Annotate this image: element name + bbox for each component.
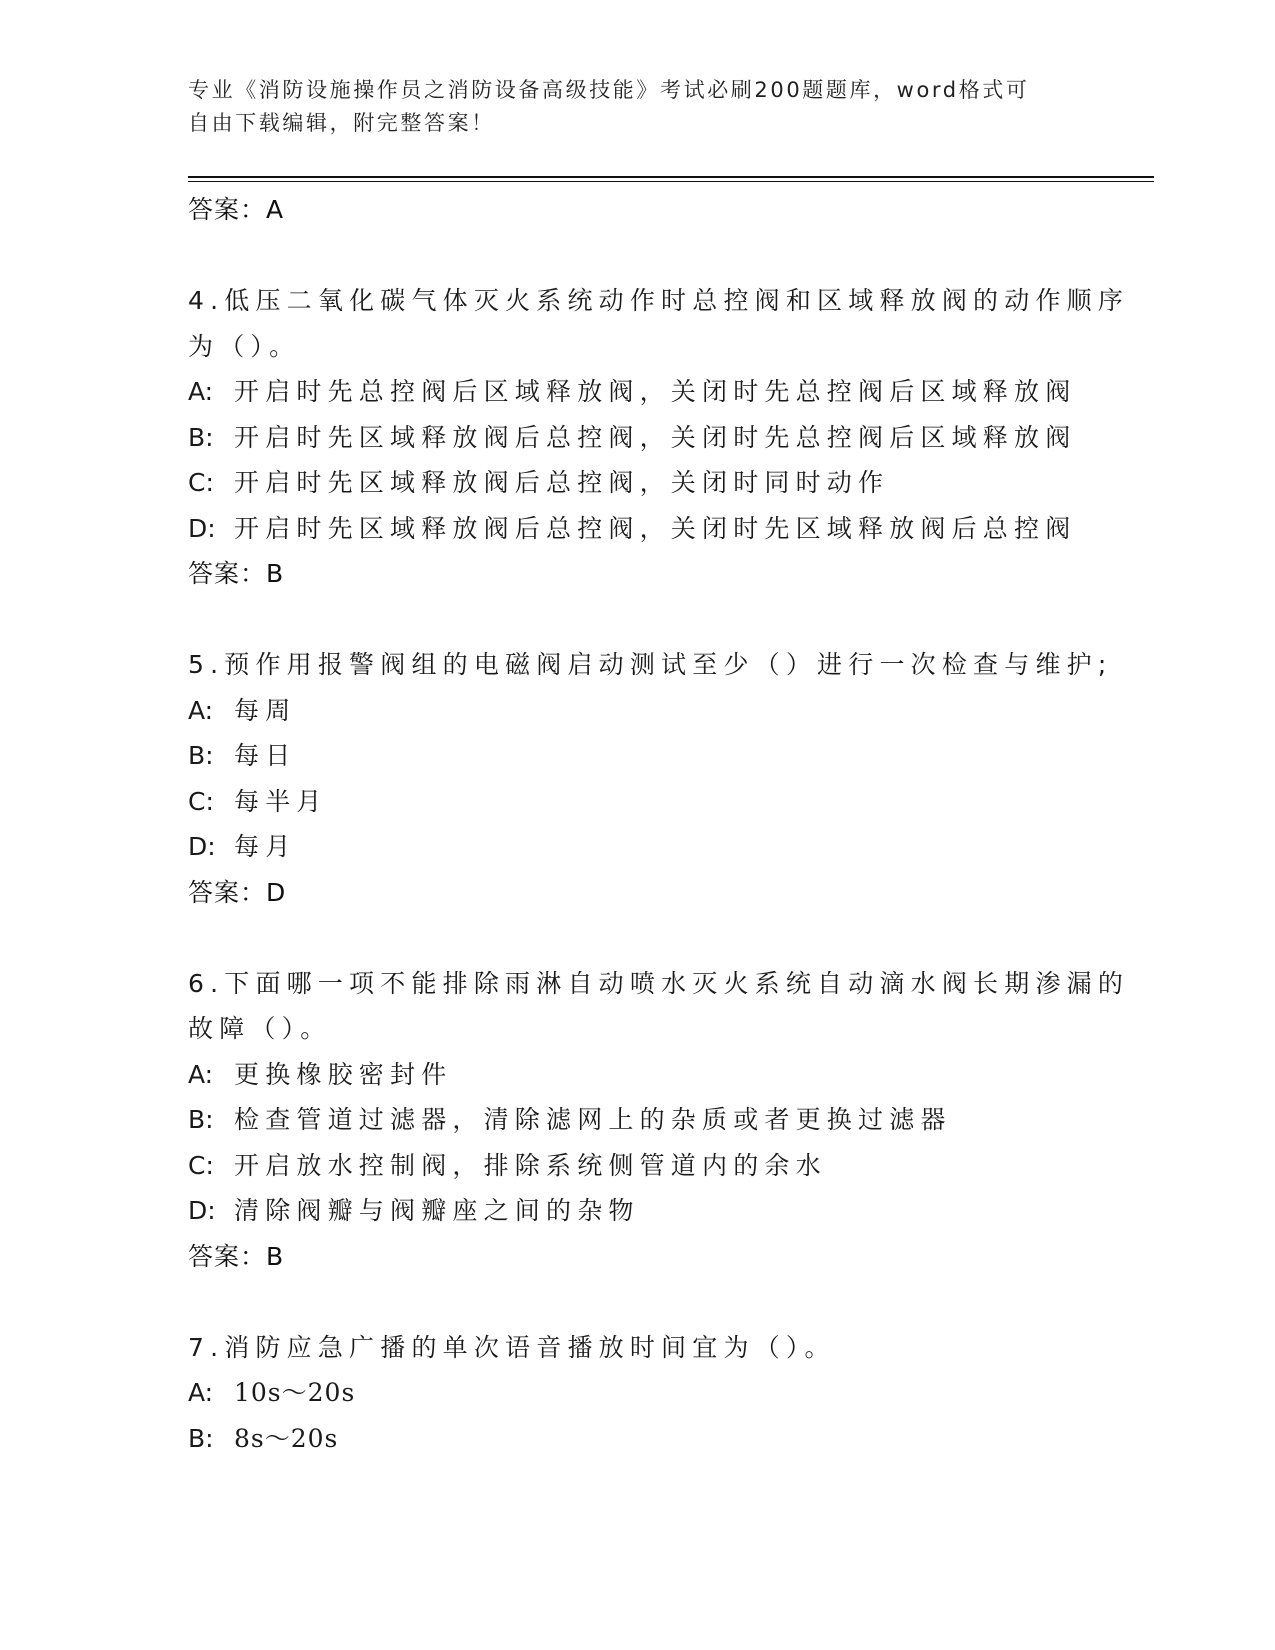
option-text: 开启时先总控阀后区域释放阀，关闭时先总控阀后区域释放阀 [234, 377, 1077, 406]
answer-line: 答案：A [188, 195, 285, 224]
header-divider-thick [188, 176, 1154, 178]
option-text: 每日 [234, 741, 297, 770]
option-key: D: [188, 513, 216, 543]
option-text: 每半月 [234, 786, 328, 816]
option-b [188, 733, 1154, 779]
question-text: 5.预作用报警阀组的电磁阀启动测试至少（）进行一次检查与维护; [188, 650, 1113, 679]
header-line-2: 自由下载编辑，附完整答案！ [188, 111, 495, 135]
option-d [188, 1188, 1154, 1234]
answer-line: 答案：D [188, 877, 287, 907]
option-key: B: [188, 422, 214, 452]
option-c [188, 1143, 1154, 1189]
option-text: 更换橡胶密封件 [234, 1059, 453, 1089]
document-header [188, 74, 1088, 140]
option-key: A: [188, 695, 214, 725]
question-6 [188, 961, 1154, 1280]
option-a [188, 1052, 1154, 1098]
spacer [188, 1280, 1154, 1325]
option-key: A: [188, 377, 214, 406]
option-text: 每周 [234, 695, 297, 725]
option-text: 开启时先区域释放阀后总控阀，关闭时先总控阀后区域释放阀 [234, 422, 1077, 452]
option-b [188, 1416, 1154, 1462]
option-key: D: [188, 1196, 216, 1225]
question-7 [188, 1325, 1154, 1462]
option-text: 开启时先区域释放阀后总控阀，关闭时同时动作 [234, 468, 890, 497]
option-a [188, 369, 1154, 415]
spacer [188, 597, 1154, 642]
question-5 [188, 642, 1154, 916]
question-text: 6.下面哪一项不能排除雨淋自动喷水灭火系统自动滴水阀长期渗漏的 [188, 968, 1130, 998]
answer-line: 答案：B [188, 1241, 285, 1271]
option-key: C: [188, 786, 214, 816]
option-text: 检查管道过滤器，清除滤网上的杂质或者更换过滤器 [234, 1105, 952, 1134]
option-text: 每月 [234, 832, 297, 861]
question-text: 为（）。 [188, 331, 301, 361]
question-text: 7.消防应急广播的单次语音播放时间宜为（）。 [188, 1332, 836, 1362]
option-d [188, 824, 1154, 870]
header-line-1: 专业《消防设施操作员之消防设备高级技能》考试必刷200题题库，word格式可 [188, 78, 1030, 102]
question-4 [188, 278, 1154, 597]
option-d [188, 506, 1154, 552]
option-a [188, 688, 1154, 734]
option-text: 8s～20s [234, 1423, 339, 1453]
document-body [188, 187, 1154, 1461]
spacer [188, 916, 1154, 961]
option-b [188, 415, 1154, 461]
header-divider-thin [188, 181, 1154, 182]
option-key: A: [188, 1059, 214, 1089]
option-key: B: [188, 1105, 214, 1134]
option-text: 清除阀瓣与阀瓣座之间的杂物 [234, 1196, 640, 1225]
option-key: C: [188, 468, 214, 497]
option-key: C: [188, 1150, 214, 1180]
answer-line: 答案：B [188, 559, 285, 588]
question-text: 4.低压二氧化碳气体灭火系统动作时总控阀和区域释放阀的动作顺序 [188, 286, 1130, 315]
option-b [188, 1097, 1154, 1143]
option-key: B: [188, 1423, 214, 1453]
option-text: 开启时先区域释放阀后总控阀，关闭时先区域释放阀后总控阀 [234, 513, 1077, 543]
question-text: 故障（）。 [188, 1014, 332, 1043]
option-c [188, 460, 1154, 506]
option-text: 10s～20s [234, 1378, 356, 1407]
spacer [188, 233, 1154, 278]
option-key: B: [188, 741, 214, 770]
option-key: D: [188, 832, 216, 861]
option-key: A: [188, 1378, 214, 1407]
option-c [188, 779, 1154, 825]
option-text: 开启放水控制阀，排除系统侧管道内的余水 [234, 1150, 827, 1180]
option-a [188, 1370, 1154, 1416]
